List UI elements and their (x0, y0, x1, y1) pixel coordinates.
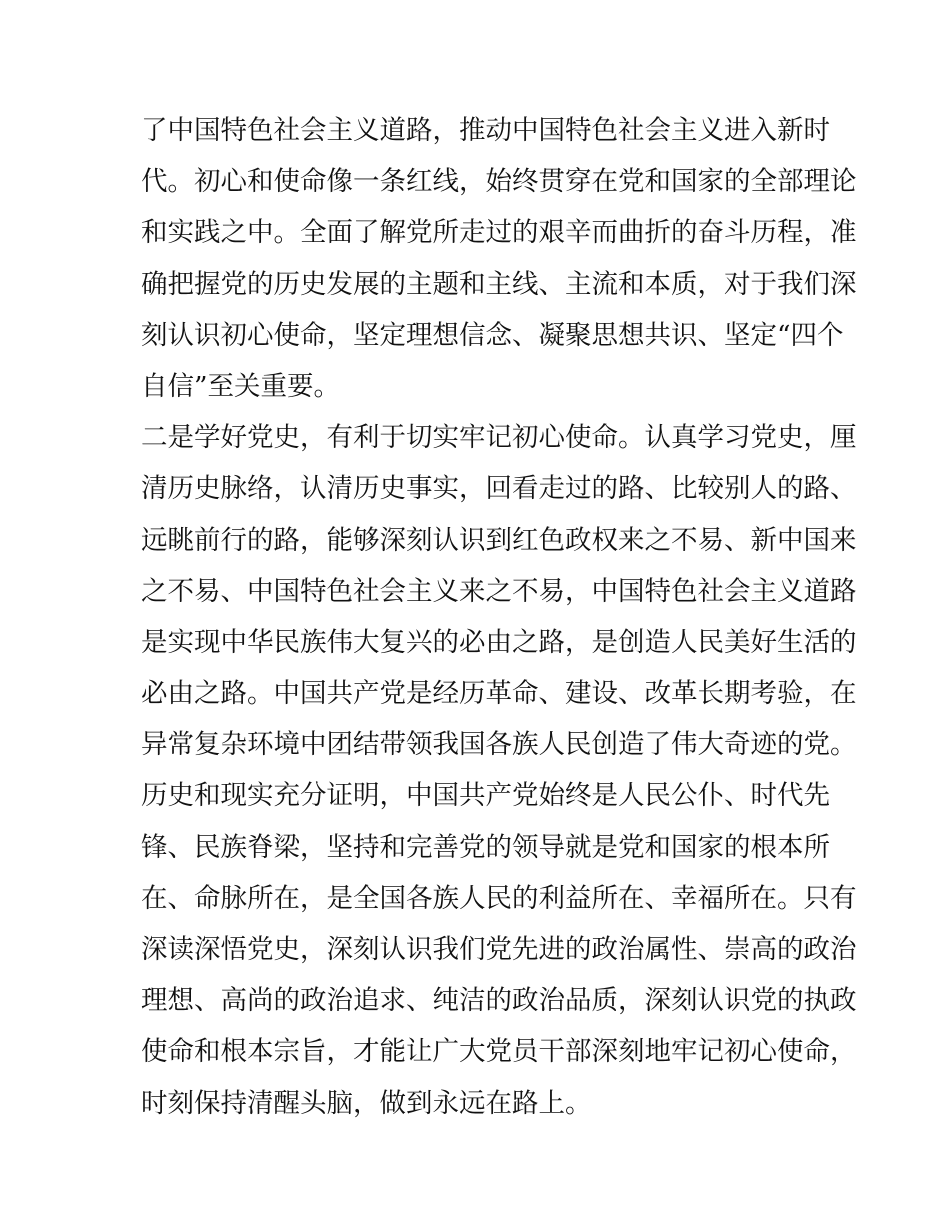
text-line: 锋、民族脊梁，坚持和完善党的领导就是党和国家的根本所 (141, 831, 830, 863)
text-line: 远眺前行的路，能够深刻认识到红色政权来之不易、新中国来 (141, 524, 857, 556)
text-line: 代。初心和使命像一条红线，始终贯穿在党和国家的全部理论 (141, 166, 857, 198)
text-line: 清历史脉络，认清历史事实，回看走过的路、比较别人的路、 (141, 473, 857, 505)
text-line: 刻认识初心使命，坚定理想信念、凝聚思想共识、坚定“四个 (141, 319, 844, 351)
text-line: 深读深悟党史，深刻认识我们党先进的政治属性、崇高的政治 (141, 934, 857, 965)
text-line: 历史和现实充分证明，中国共产党始终是人民公仆、时代先 (141, 780, 830, 812)
text-line: 二是学好党史，有利于切实牢记初心使命。认真学习党史，厘 (141, 422, 857, 454)
text-line: 是实现中华民族伟大复兴的必由之路，是创造人民美好生活的 (141, 626, 857, 658)
text-line: 自信”至关重要。 (141, 370, 341, 402)
text-line: 时刻保持清醒头脑，做到永远在路上。 (141, 1087, 592, 1119)
text-line: 异常复杂环境中团结带领我国各族人民创造了伟大奇迹的党。 (141, 729, 857, 761)
text-line: 理想、高尚的政治追求、纯洁的政治品质，深刻认识党的执政 (141, 985, 857, 1017)
text-line: 必由之路。中国共产党是经历革命、建设、改革长期考验，在 (141, 678, 857, 710)
text-line: 和实践之中。全面了解党所走过的艰辛而曲折的奋斗历程，准 (141, 217, 857, 249)
text-line: 确把握党的历史发展的主题和主线、主流和本质，对于我们深 (141, 268, 857, 300)
body-text (141, 105, 857, 1129)
text-line: 之不易、中国特色社会主义来之不易，中国特色社会主义道路 (141, 575, 857, 607)
text-line: 使命和根本宗旨，才能让广大党员干部深刻地牢记初心使命， (141, 1036, 857, 1068)
text-line: 在、命脉所在，是全国各族人民的利益所在、幸福所在。只有 (141, 882, 857, 914)
text-line: 了中国特色社会主义道路，推动中国特色社会主义进入新时 (141, 115, 830, 146)
